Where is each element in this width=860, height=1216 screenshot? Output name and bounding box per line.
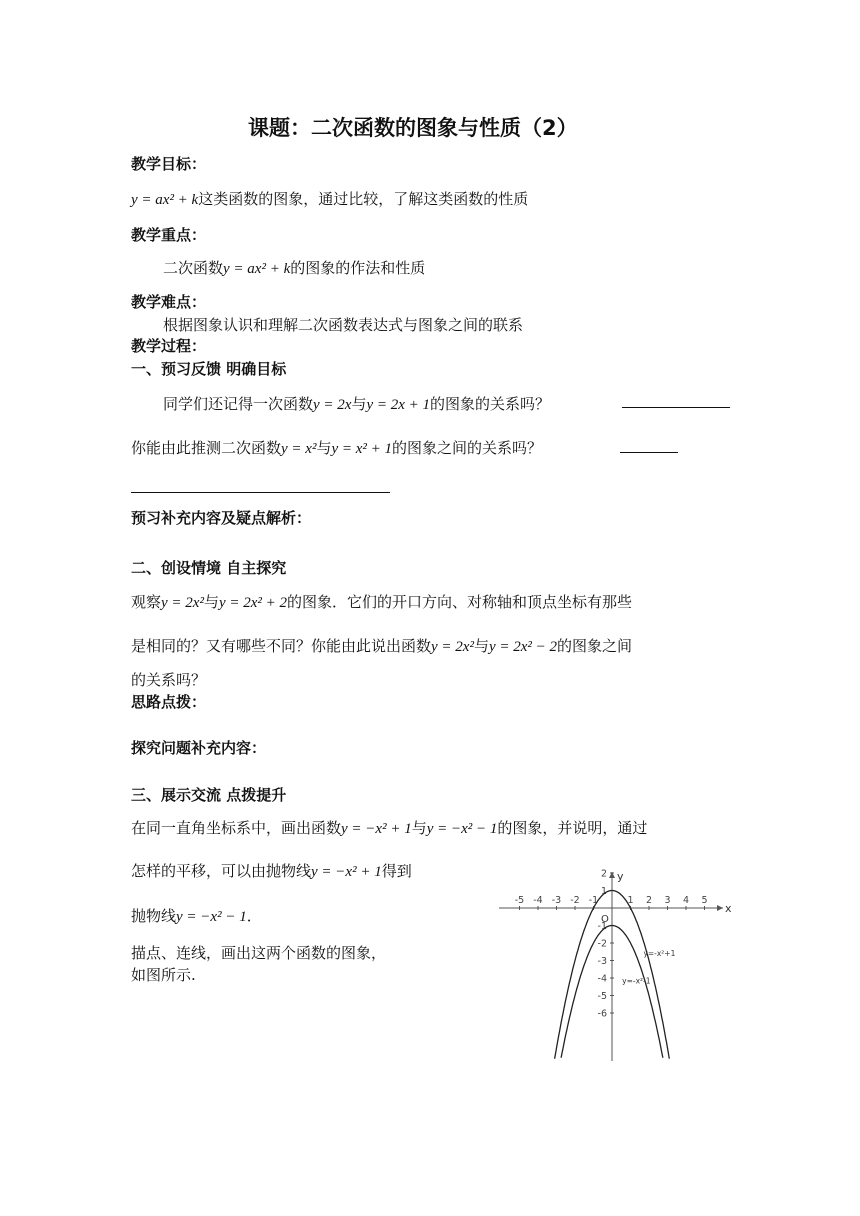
series-label: y=-x²+1	[643, 949, 676, 959]
y-tick-label: 2	[600, 868, 607, 880]
x-tick-label: 4	[682, 895, 690, 906]
y-tick-label: 1	[600, 886, 607, 897]
part3-line4: 描点、连线，画出这两个函数的图象，	[131, 944, 387, 962]
part2-line1	[131, 592, 632, 613]
p3-l1-pre: 在同一直角坐标系中，画出函数	[131, 819, 342, 837]
q1-mid: 与	[351, 395, 367, 413]
part3-line1	[131, 818, 647, 839]
p3-l3-pre: 抛物线	[131, 907, 177, 925]
formula: y = ax² + k	[131, 192, 199, 208]
part1-question1	[163, 394, 550, 415]
p3-l1-mid: 与	[411, 819, 427, 837]
objectives-line	[131, 189, 528, 210]
part1-heading: 一、预习反馈 明确目标	[131, 360, 287, 378]
p3-l2-post: 得到	[381, 862, 412, 880]
l2-post: 的图象之间	[557, 637, 633, 655]
difficulty-text: 根据图象认识和理解二次函数表达式与图象之间的联系	[163, 316, 524, 334]
l2-mid: 与	[473, 637, 489, 655]
part2-hint: 思路点拨：	[131, 693, 207, 711]
parabola-graph	[495, 866, 735, 1061]
y-tick-label: -2	[597, 938, 607, 950]
origin-label: O	[601, 914, 609, 925]
y-tick-label: -6	[597, 1008, 607, 1020]
l2-pre: 是相同的？又有哪些不同？你能由此说出函数	[131, 637, 432, 655]
keypoints-pre: 二次函数	[163, 259, 224, 277]
part3-line2	[131, 861, 412, 882]
process-heading: 教学过程：	[131, 337, 207, 355]
y-tick-label: -1	[597, 921, 607, 932]
x-axis-arrow	[717, 905, 723, 911]
formula: y = −x² − 1	[426, 821, 498, 837]
answer-blank[interactable]	[622, 407, 730, 408]
formula: y = 2x + 1	[366, 397, 431, 413]
part3-line5: 如图所示.	[131, 966, 196, 984]
part2-heading: 二、创设情境 自主探究	[131, 559, 287, 577]
objectives-heading: 教学目标：	[131, 155, 207, 173]
x-tick-label: 3	[664, 895, 671, 906]
formula: y = 2x² − 2	[488, 639, 558, 655]
part3-line3	[131, 906, 262, 927]
difficulty-heading: 教学难点：	[131, 293, 207, 311]
x-tick-label: -1	[588, 895, 599, 906]
formula: y = ax² + k	[223, 261, 291, 277]
q2-post: 的图象之间的关系吗？	[392, 439, 543, 457]
q1-pre: 同学们还记得一次函数	[163, 395, 314, 413]
formula: y = 2x²	[431, 639, 474, 655]
keypoints-heading: 教学重点：	[131, 226, 207, 244]
answer-blank[interactable]	[620, 452, 678, 453]
l1-pre: 观察	[131, 593, 162, 611]
formula: y = x² + 1	[331, 441, 393, 457]
x-axis-label: x	[725, 902, 732, 915]
p3-l1-post: 的图象，并说明，通过	[497, 819, 648, 837]
x-tick-label: -4	[533, 895, 543, 906]
x-tick-label: -3	[551, 895, 562, 906]
formula: y = 2x²	[161, 595, 204, 611]
keypoints-line	[163, 258, 425, 279]
formula: y = −x² + 1	[341, 821, 412, 837]
q2-pre: 你能由此推测二次函数	[131, 439, 282, 457]
x-tick-label: -2	[570, 895, 580, 906]
p3-l3-post: ．	[246, 907, 262, 925]
part2-supplement: 探究问题补充内容：	[131, 739, 267, 757]
formula: y = −x² + 1	[311, 864, 382, 880]
l1-post: 的图象．它们的开口方向、对称轴和顶点坐标有那些	[287, 593, 633, 611]
formula: y = 2x² + 2	[218, 595, 288, 611]
y-tick-label: -3	[597, 956, 607, 967]
q2-mid: 与	[316, 439, 332, 457]
part2-line2	[131, 636, 632, 657]
part3-heading: 三、展示交流 点拨提升	[131, 786, 287, 804]
keypoints-post: 的图象的作法和性质	[290, 259, 426, 277]
p3-l2-pre: 怎样的平移，可以由抛物线	[131, 862, 312, 880]
part2-line3: 的关系吗？	[131, 671, 207, 689]
y-tick-label: -5	[597, 991, 607, 1002]
answer-blank[interactable]	[131, 492, 390, 493]
part1-question2	[131, 438, 542, 459]
formula: y = 2x	[313, 397, 352, 413]
part1-supplement: 预习补充内容及疑点解析：	[131, 509, 312, 527]
x-tick-label: -5	[514, 895, 525, 906]
page-title: 课题：二次函数的图象与性质（2）	[248, 116, 578, 140]
x-tick-label: 1	[627, 895, 634, 906]
l1-mid: 与	[203, 593, 219, 611]
y-tick-label: -4	[597, 973, 607, 985]
objectives-text: 这类函数的图象，通过比较，了解这类函数的性质	[198, 190, 529, 208]
q1-post: 的图象的关系吗？	[430, 395, 551, 413]
formula: y = x²	[281, 441, 317, 457]
x-tick-label: 5	[701, 895, 708, 906]
formula: y = −x² − 1	[176, 909, 247, 925]
y-axis-label: y	[617, 870, 624, 883]
x-tick-label: 2	[645, 895, 653, 906]
series-label: y=-x²-1	[622, 976, 651, 986]
